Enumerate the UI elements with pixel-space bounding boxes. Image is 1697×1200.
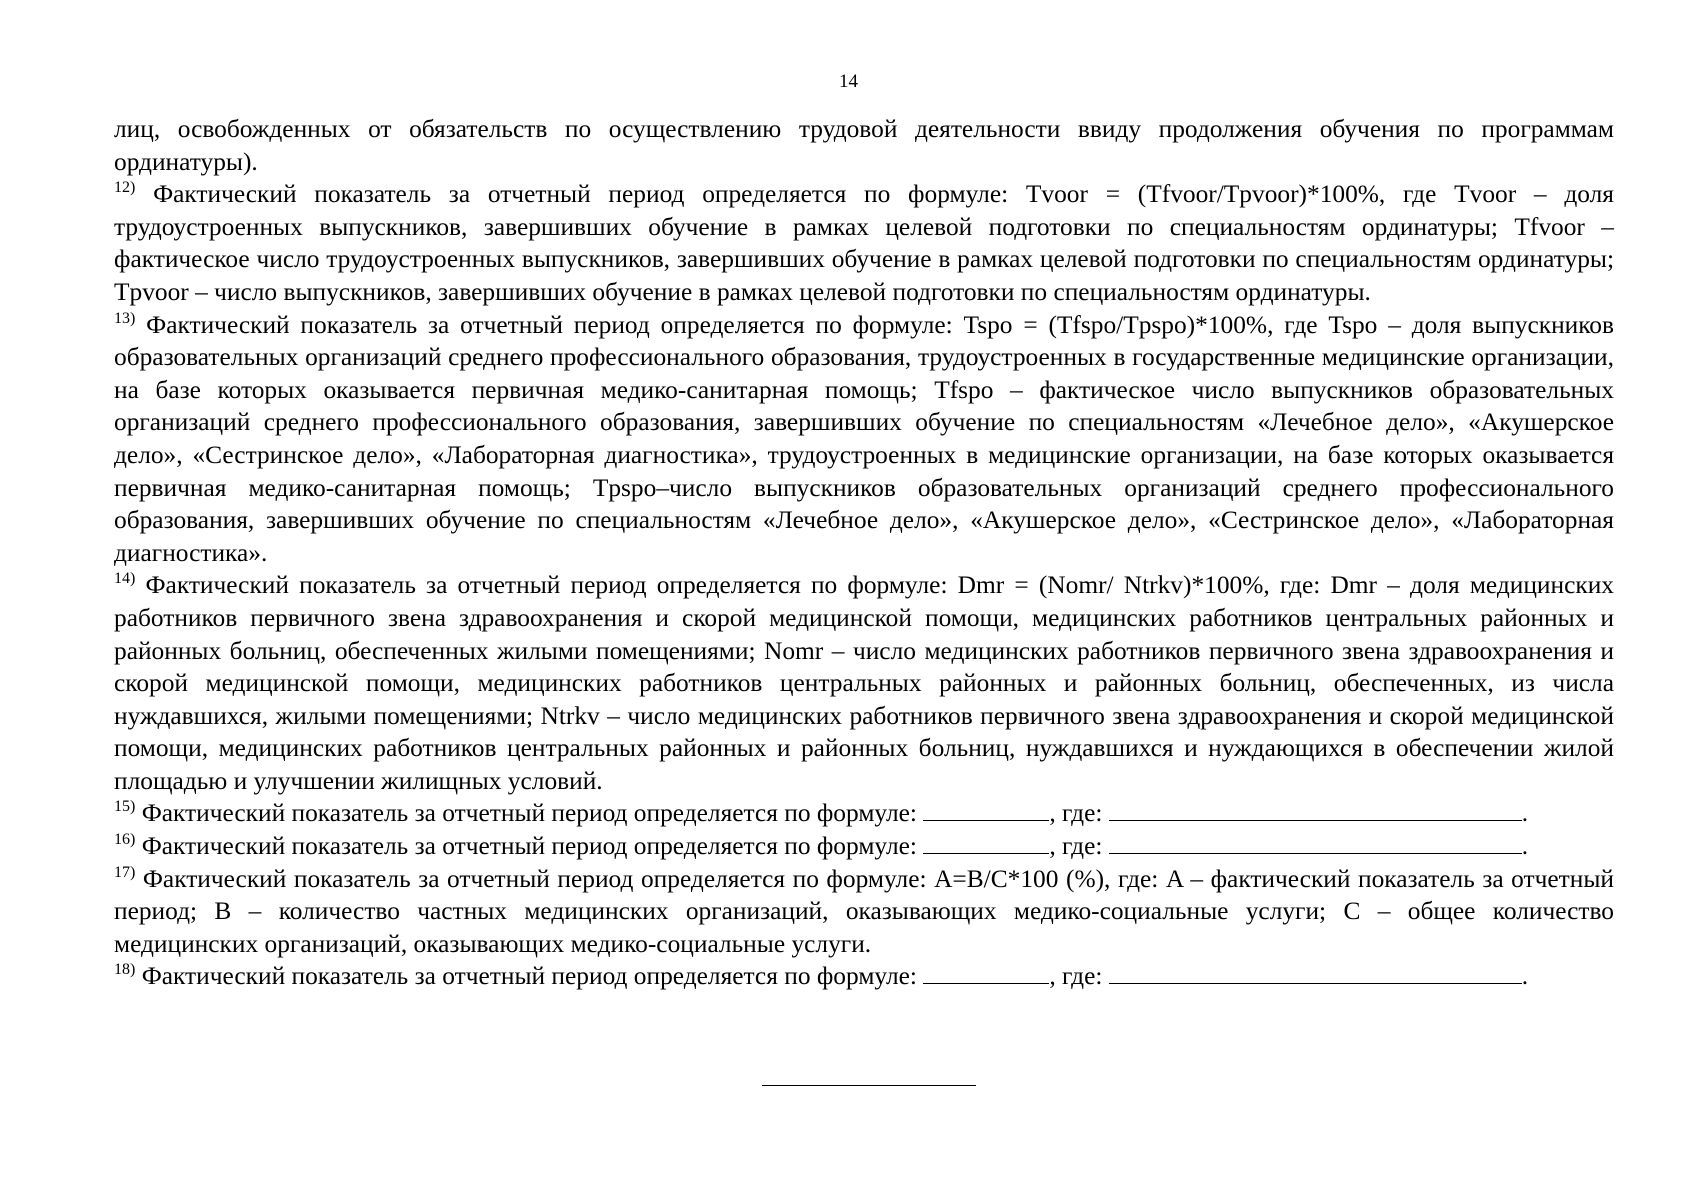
footnote-text: , где:	[1049, 799, 1103, 828]
footnote-marker: 17)	[114, 863, 136, 881]
footnote-text: Фактический показатель за отчетный период определяется по формуле:	[141, 799, 917, 828]
footnote-end: .	[1521, 832, 1529, 861]
footnote-text: Фактический показатель за отчетный период определяется по формуле: Dmr = (Nomr/ Ntrkv)*100%, где: Dmr – доля медицинских работников первичного звена здравоохранения и скорой медицинской помощи, медицинских работников центральных районных и районных больниц, обеспеченных жилыми помещениями; Nomr – число медицинских работников первичного звена здравоохранения и скорой медицинской помощи, медицинских работников центральных районных и районных больниц, обеспеченных, из числа нуждавшихся, жилыми помещениями; Ntrkv – число медицинских работников первичного звена здравоохранения и скорой медицинской помощи, медицинских работников центральных районных и районных больниц, нуждавшихся и нуждающихся в обеспечении жилой площадью и улучшении жилищных условий.	[114, 571, 1614, 795]
footnote-12	[114, 178, 1614, 308]
formula-blank	[923, 961, 1049, 984]
footnote-15	[114, 797, 1614, 830]
footnote-text: Фактический показатель за отчетный период определяется по формуле:	[141, 962, 917, 991]
footnote-text: Фактический показатель за отчетный период определяется по формуле: A=B/C*100 (%), где: A – фактический показатель за отчетный период; B – количество частных медицинских организаций, оказывающих медико-социальные услуги; C – общее количество медицинских организаций, оказывающих медико-социальные услуги.	[114, 864, 1614, 958]
footnote-14	[114, 569, 1614, 797]
end-separator-line	[762, 1085, 976, 1086]
continuation-paragraph: лиц, освобожденных от обязательств по осуществлению трудовой деятельности ввиду продолжения обучения по программам ординатуры).	[114, 115, 1614, 176]
footnote-16	[114, 830, 1614, 863]
footnote-end: .	[1521, 799, 1529, 828]
footnote-18	[114, 960, 1614, 993]
footnote-text: , где:	[1049, 832, 1103, 861]
footnote-marker: 16)	[114, 831, 136, 849]
footnote-marker: 18)	[114, 961, 136, 979]
footnote-marker: 14)	[114, 570, 136, 588]
definition-blank	[1109, 831, 1522, 854]
footnote-marker: 12)	[114, 179, 136, 197]
formula-blank	[923, 831, 1049, 854]
page-number: 14	[839, 71, 858, 92]
footnote-text: Фактический показатель за отчетный период определяется по формуле:	[141, 832, 917, 861]
definition-blank	[1109, 961, 1522, 984]
footnote-marker: 13)	[114, 309, 136, 327]
footnote-text: Фактический показатель за отчетный период определяется по формуле: Tspo = (Tfspo/Tpspo)*100%, где Tspo – доля выпускников образовательных организаций среднего профессионального образования, трудоустроенных в государственные медицинские организации, на базе которых оказывается первичная медико-санитарная помощь; Tfspo – фактическое число выпускников образовательных организаций среднего профессионального образования, завершивших обучение по специальностям «Лечебное дело», «Акушерское дело», «Сестринское дело», «Лабораторная диагностика», трудоустроенных в медицинские организации, на базе которых оказывается первичная медико-санитарная помощь; Tpspo–число выпускников образовательных организаций среднего профессионального образования, завершивших обучение по специальностям «Лечебное дело», «Акушерское дело», «Сестринское дело», «Лабораторная диагностика».	[114, 310, 1614, 567]
footnote-text: Фактический показатель за отчетный период определяется по формуле: Tvoor = (Tfvoor/Tpvoor)*100%, где Tvoor – доля трудоустроенных выпускников, завершивших обучение в рамках целевой подготовки по специальностям ординатуры; Tfvoor – фактическое число трудоустроенных выпускников, завершивших обучение в рамках целевой подготовки по специальностям ординатуры; Tpvoor – число выпускников, завершивших обучение в рамках целевой подготовки по специальностям ординатуры.	[114, 180, 1614, 306]
footnote-end: .	[1521, 962, 1529, 991]
footnote-marker: 15)	[114, 798, 136, 816]
definition-blank	[1109, 798, 1522, 821]
formula-blank	[923, 798, 1049, 821]
footnote-17	[114, 863, 1614, 961]
footnote-text: , где:	[1049, 962, 1103, 991]
footnotes-body	[114, 113, 1614, 993]
footnote-13	[114, 309, 1614, 570]
